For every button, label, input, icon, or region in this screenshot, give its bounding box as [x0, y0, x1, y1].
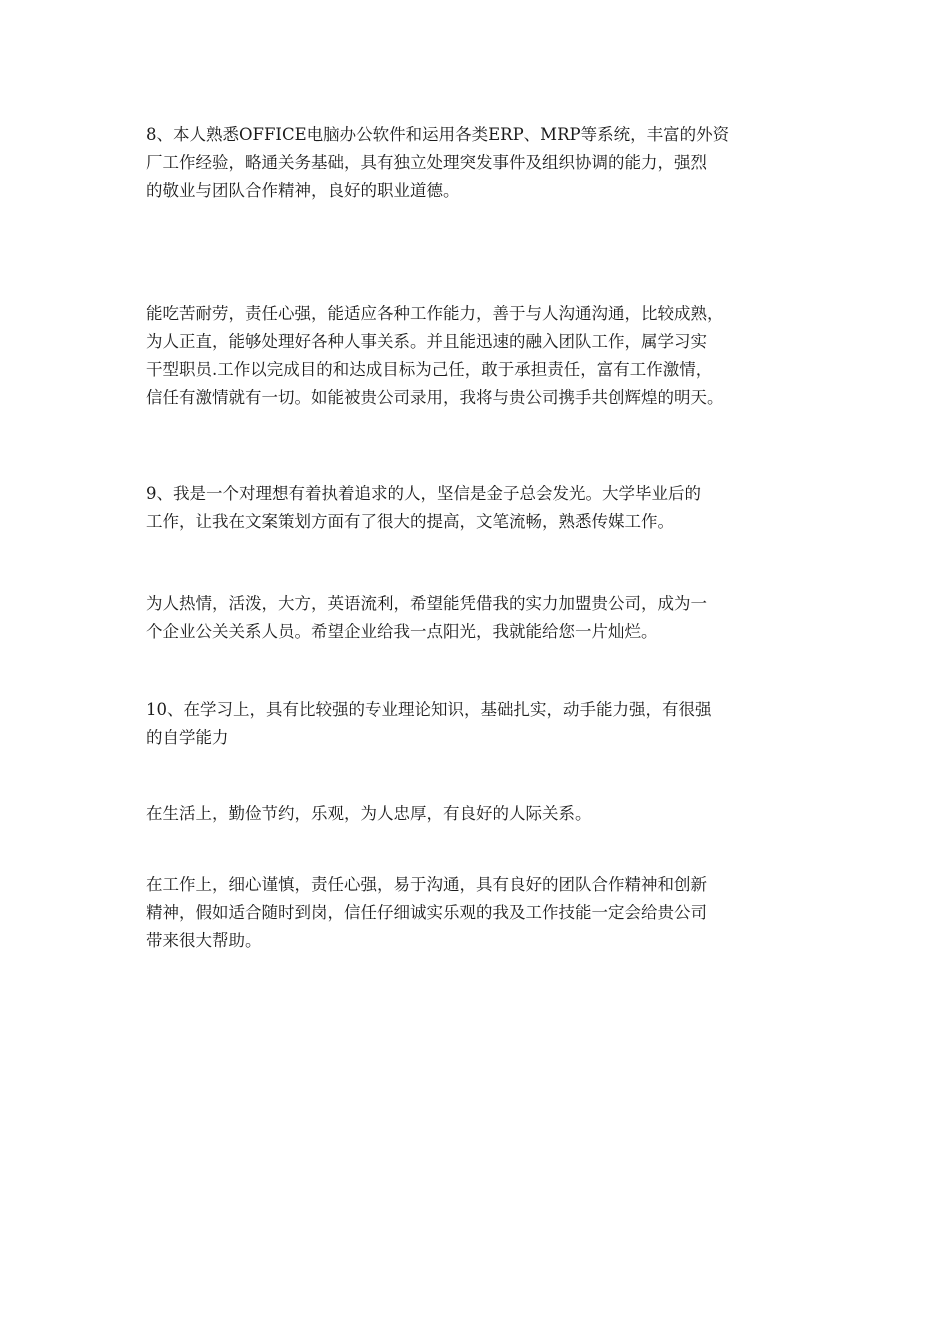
text-line: 为人热情，活泼，大方，英语流利，希望能凭借我的实力加盟贵公司，成为一 [146, 594, 707, 613]
text-line: 的敬业与团队合作精神，良好的职业道德。 [146, 181, 460, 200]
text-line: 工作，让我在文案策划方面有了很大的提高，文笔流畅，熟悉传媒工作。 [146, 512, 674, 531]
paragraph-item-9-summary [146, 590, 826, 646]
paragraph-item-10 [146, 696, 826, 752]
text-line: 8、本人熟悉OFFICE电脑办公软件和运用各类ERP、MRP等系统，丰富的外资 [146, 125, 730, 144]
paragraph-item-9 [146, 480, 826, 536]
paragraph-item-10-life [146, 800, 826, 828]
text-line: 在生活上，勤俭节约，乐观，为人忠厚，有良好的人际关系。 [146, 804, 592, 823]
text-line: 在工作上，细心谨慎，责任心强，易于沟通，具有良好的团队合作精神和创新 [146, 875, 707, 894]
text-line: 厂工作经验，略通关务基础，具有独立处理突发事件及组织协调的能力，强烈 [146, 153, 707, 172]
text-line: 10、在学习上，具有比较强的专业理论知识，基础扎实，动手能力强，有很强 [146, 700, 712, 719]
text-line: 为人正直，能够处理好各种人事关系。并且能迅速的融入团队工作，属学习实 [146, 332, 707, 351]
text-line: 个企业公关关系人员。希望企业给我一点阳光，我就能给您一片灿烂。 [146, 622, 658, 641]
paragraph-item-8-summary [146, 300, 826, 412]
text-line: 能吃苦耐劳，责任心强，能适应各种工作能力，善于与人沟通沟通，比较成熟， [146, 304, 724, 323]
text-line: 信任有激情就有一切。如能被贵公司录用，我将与贵公司携手共创辉煌的明天。 [146, 388, 724, 407]
text-line: 精神，假如适合随时到岗，信任仔细诚实乐观的我及工作技能一定会给贵公司 [146, 903, 707, 922]
paragraph-item-10-work [146, 871, 826, 955]
text-line: 带来很大帮助。 [146, 931, 262, 950]
text-line: 的自学能力 [146, 728, 229, 747]
text-line: 干型职员.工作以完成目的和达成目标为己任，敢于承担责任，富有工作激情， [146, 360, 713, 379]
text-line: 9、我是一个对理想有着执着追求的人，坚信是金子总会发光。大学毕业后的 [146, 484, 701, 503]
paragraph-item-8 [146, 121, 826, 205]
